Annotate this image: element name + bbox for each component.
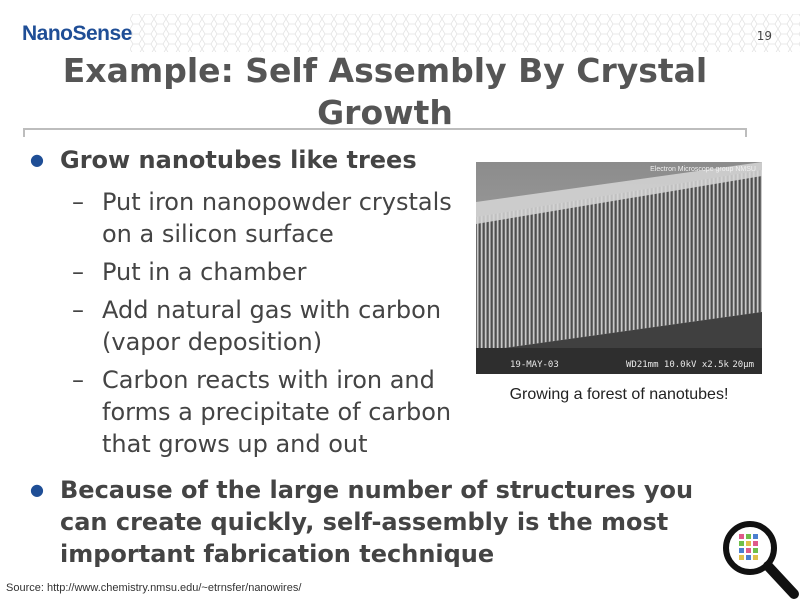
hexagon-pattern-icon: [130, 14, 800, 52]
dash-icon: –: [72, 296, 84, 324]
sub-bullet-1: [72, 186, 462, 250]
photo-scale: 20μm: [732, 360, 754, 370]
sub-bullet-2: [72, 256, 462, 288]
photo-credit: Electron Microscope group NMSU: [650, 166, 756, 173]
bullet-1: [30, 146, 417, 174]
sub-bullet-2-line1: Put in a chamber: [102, 258, 307, 286]
sub-bullet-4-line1: Carbon reacts with iron and: [102, 366, 435, 394]
sub-bullet-3-line2: (vapor deposition): [102, 328, 323, 356]
page-number: 19: [756, 29, 772, 43]
bullet-2: [30, 474, 710, 570]
slide-title: Example: Self Assembly By Crystal Growth: [62, 51, 708, 132]
photo-meta-left: 19-MAY-03: [510, 360, 559, 370]
bullet-dot-icon: ●: [30, 150, 44, 169]
nanosense-logo: NanoSense: [22, 22, 132, 45]
title-divider: [23, 128, 747, 137]
sub-bullet-4-line3: that grows up and out: [102, 430, 368, 458]
bullet-1-text: Grow nanotubes like trees: [60, 146, 417, 174]
dash-icon: –: [72, 258, 84, 286]
sub-bullet-4-line2: forms a precipitate of carbon: [102, 398, 452, 426]
photo-meta-right: WD21mm 10.0kV x2.5k: [626, 360, 729, 370]
photo-caption: Growing a forest of nanotubes!: [509, 386, 729, 403]
sub-bullet-1-line2: on a silicon surface: [102, 220, 334, 248]
sub-bullet-3-line1: Add natural gas with carbon: [102, 296, 442, 324]
bullet-dot-icon: ●: [30, 480, 44, 499]
sub-bullet-1-line1: Put iron nanopowder crystals: [102, 188, 452, 216]
magnifier-icon: [720, 518, 800, 600]
dash-icon: –: [72, 188, 84, 216]
nanotube-forest-photo: [476, 162, 762, 374]
source-citation: Source: http://www.chemistry.nmsu.edu/~etrnsfer/nanowires/: [6, 582, 302, 594]
sub-bullet-3: [72, 294, 462, 358]
dash-icon: –: [72, 366, 84, 394]
sub-bullet-4: [72, 364, 462, 460]
bullet-2-text: Because of the large number of structures you can create quickly, self-assembly is the most important fabrication technique: [60, 476, 694, 568]
